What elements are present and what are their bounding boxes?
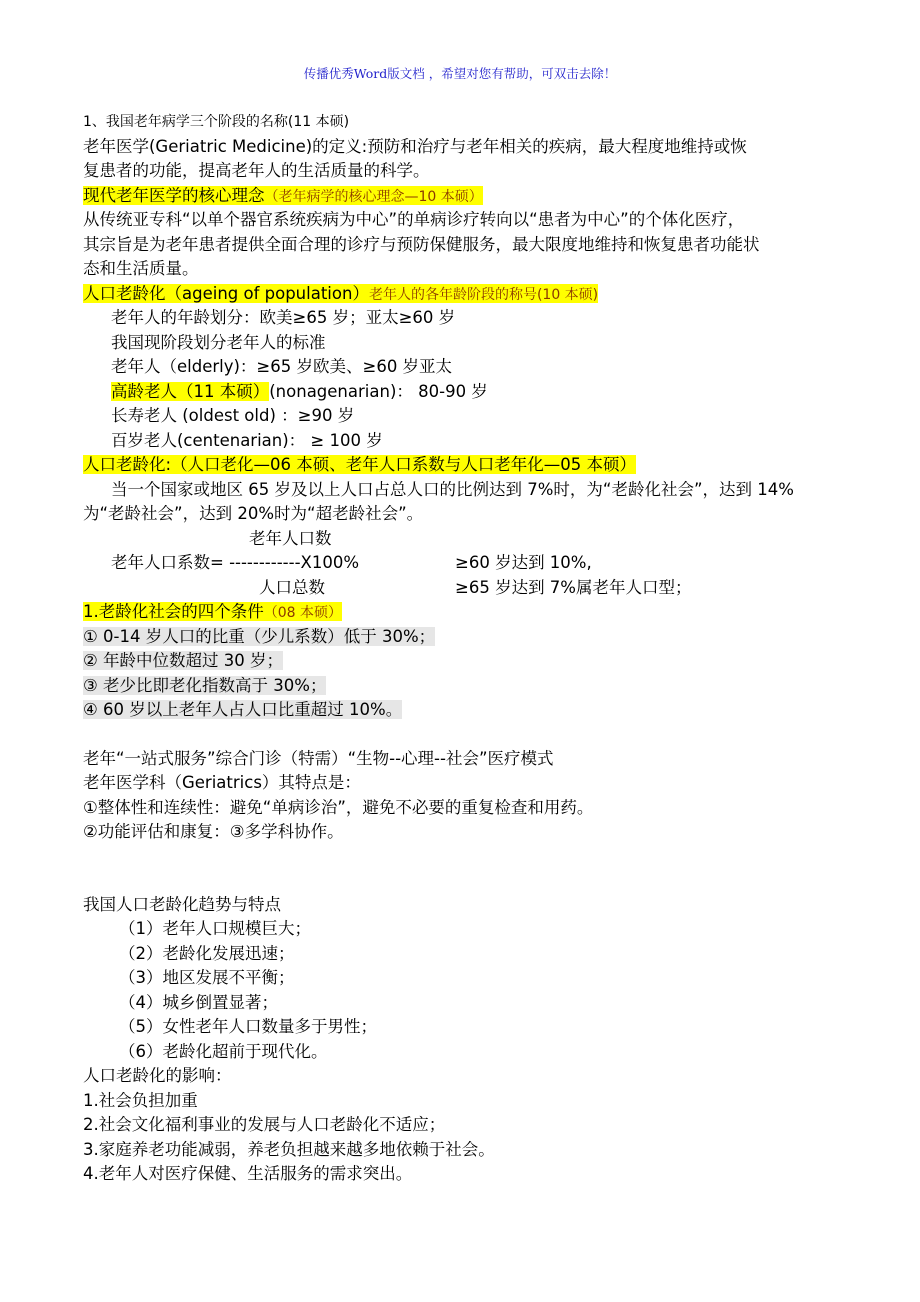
definition-line — [83, 135, 843, 160]
trend-item: （2）老龄化发展迅速； — [119, 943, 295, 963]
impact-item: 1.社会负担加重 — [83, 1090, 198, 1110]
paragraph-line: 从传统亚专科“以单个器官系统疾病为中心”的单病诊疗转向以“患者为中心”的个体化医疗， — [83, 210, 745, 229]
condition-item: ③ 老少比即老化指数高于 30%； — [83, 675, 327, 695]
highlighted-heading: 现代老年医学的核心理念（老年病学的核心理念—10 本硕） — [83, 185, 483, 205]
highlighted-heading: 人口老龄化:（人口老化—06 本硕、老年人口系数与人口老年化—05 本硕） — [83, 455, 637, 474]
definition-text: :预防和治疗与老年相关的疾病，最大程度地维持或恢 — [361, 136, 747, 156]
impact-item: 3.家庭养老功能减弱，养老负担越来越多地依赖于社会。 — [83, 1139, 495, 1159]
spacer — [83, 845, 843, 893]
list-line: 长寿老人 (oldest old) ：≥90 岁 — [111, 406, 355, 425]
trend-item: （1）老年人口规模巨大； — [119, 919, 311, 938]
condition-item: ① 0-14 岁人口的比重（少儿系数）低于 30%； — [83, 626, 436, 646]
paragraph-line: ①整体性和连续性：避免“单病诊治”，避免不必要的重复检查和用药。 — [83, 797, 594, 817]
paragraph-line: 其宗旨是为老年患者提供全面合理的诊疗与预防保健服务，最大限度地维持和恢复患者功能状 — [83, 234, 760, 254]
formula-denominator-line — [83, 576, 843, 601]
spacer — [83, 723, 843, 747]
condition-item: ② 年龄中位数超过 30 岁； — [83, 651, 284, 670]
list-line: 老年人的年龄划分：欧美≥65 岁；亚太≥60 岁 — [111, 308, 456, 327]
document-body — [83, 110, 843, 1187]
paragraph-line: 当一个国家或地区 65 岁及以上人口占总人口的比例达到 7%时，为“老龄化社会”，达到 14% — [111, 479, 794, 499]
trend-item: （5）女性老年人口数量多于男性； — [119, 1017, 377, 1036]
impact-item: 4.老年人对医疗保健、生活服务的需求突出。 — [83, 1164, 413, 1183]
core-concept-heading — [83, 184, 843, 209]
paragraph-line: 为“老龄社会”，达到 20%时为“超老龄社会”。 — [83, 504, 424, 523]
formula-line — [83, 551, 843, 576]
formula-numerator-line — [83, 527, 843, 552]
list-line: 百岁老人(centenarian)： ≥ 100 岁 — [111, 430, 383, 450]
ageing-heading — [83, 282, 843, 307]
paragraph-line: 老年“一站式服务”综合门诊（特需）“生物--心理--社会”医疗模式 — [83, 748, 554, 768]
trend-item: （6）老龄化超前于现代化。 — [119, 1041, 328, 1061]
ageing-definition-heading — [83, 453, 843, 478]
list-line: 老年人（elderly)：≥65 岁欧美、≥60 岁亚太 — [111, 357, 453, 376]
trend-item: （3）地区发展不平衡； — [119, 968, 295, 987]
definition-line-continued: 复患者的功能，提高老年人的生活质量的科学。 — [83, 161, 430, 180]
formula-denominator: 人口总数 — [259, 577, 325, 597]
definition-term: 老年医学(Geriatric Medicine)的定义 — [83, 136, 362, 156]
four-conditions-heading — [83, 600, 843, 625]
impact-item: 2.社会文化福利事业的发展与人口老龄化不适应； — [83, 1115, 446, 1134]
highlighted-heading: 1.老龄化社会的四个条件（08 本硕） — [83, 602, 343, 621]
highlighted-term: 高龄老人（11 本硕） — [111, 381, 270, 401]
condition-item: ④ 60 岁以上老年人占人口比重超过 10%。 — [83, 700, 403, 719]
section-title: 1、我国老年病学三个阶段的名称(11 本硕) — [83, 114, 350, 130]
condition-65: ≥65 岁达到 7%属老年人口型； — [455, 577, 692, 597]
list-line: 高龄老人（11 本硕）(nonagenarian)： 80-90 岁 — [111, 381, 488, 401]
trend-heading: 我国人口老龄化趋势与特点 — [83, 894, 281, 914]
paragraph-line: 态和生活质量。 — [83, 259, 199, 278]
paragraph-line: 老年医学科（Geriatrics）其特点是： — [83, 773, 361, 792]
page-header-note: 传播优秀Word版文档 ，希望对您有帮助，可双击去除！ — [303, 66, 617, 81]
formula-numerator: 老年人口数 — [249, 528, 332, 548]
list-line: 我国现阶段划分老年人的标准 — [111, 332, 326, 352]
trend-item: （4）城乡倒置显著； — [119, 992, 278, 1012]
condition-60: ≥60 岁达到 10%, — [455, 553, 592, 572]
formula: 老年人口系数= ------------X100% — [111, 553, 359, 572]
highlighted-heading: 人口老龄化（ageing of population）老年人的各年龄阶段的称号(10 本硕) — [83, 283, 599, 303]
impact-heading: 人口老龄化的影响： — [83, 1066, 232, 1085]
paragraph-line: ②功能评估和康复：③多学科协作。 — [83, 822, 344, 841]
